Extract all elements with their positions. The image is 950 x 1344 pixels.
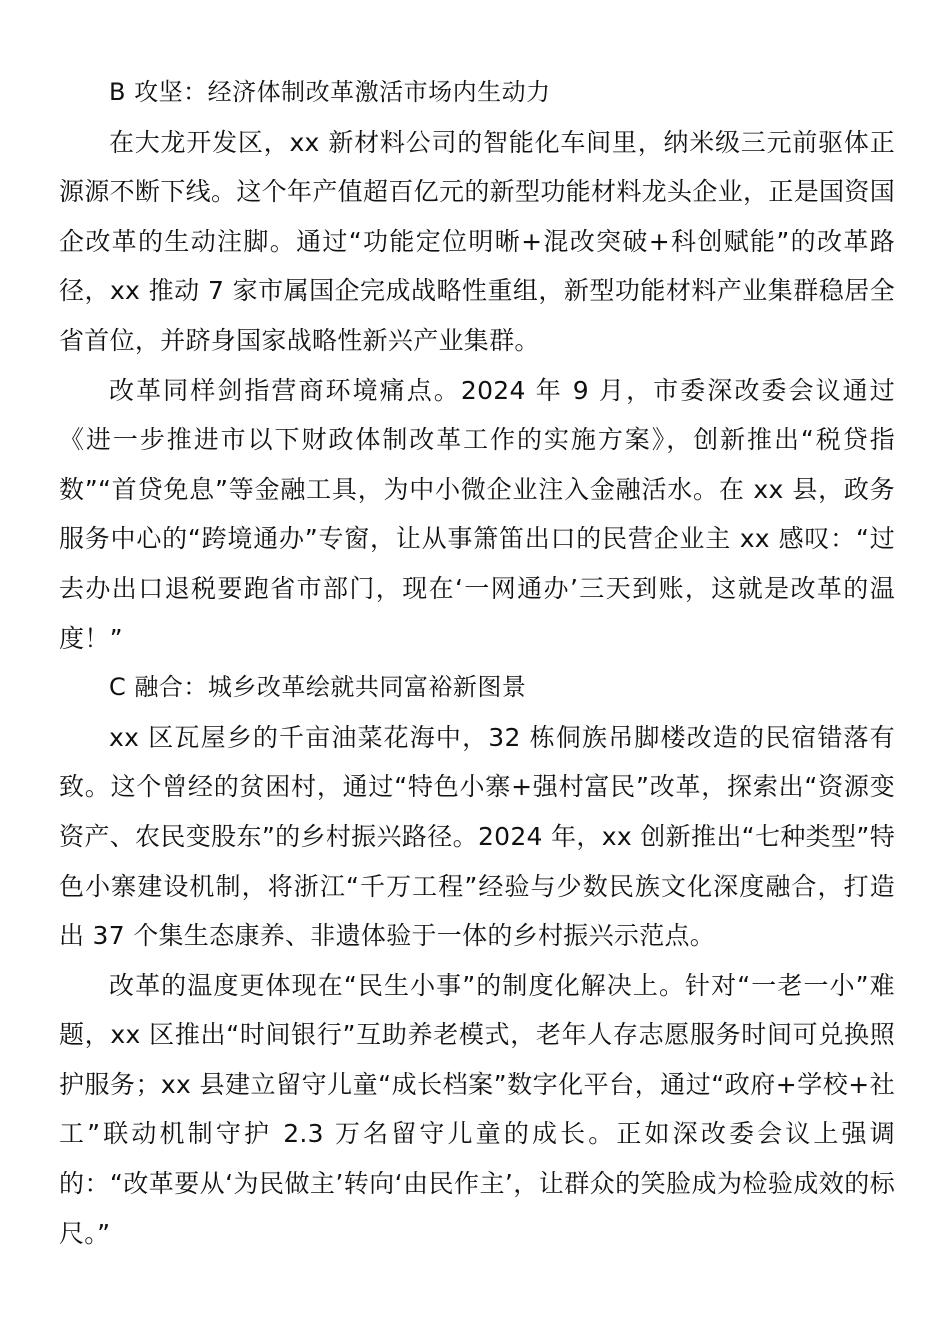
section-c-title: C 融合：城乡改革绘就共同富裕新图景	[109, 673, 527, 702]
section-c-paragraph-1: xx 区瓦屋乡的千亩油菜花海中，32 栋侗族吊脚楼改造的民宿错落有致。这个曾经的贫困村，通过“特色小寨+强村富民”改革，探索出“资源变资产、农民变股东”的乡村振兴路径。2024 年，xx 创新推出“七种类型”特色小寨建设机制，将浙江“千万工程”经验与少数民族文化深度融合，打造出 37 个集生态康养、非遗体验于一体的乡村振兴示范点。	[59, 722, 895, 951]
section-c-paragraph-2: 改革的温度更体现在“民生小事”的制度化解决上。针对“一老一小”难题，xx 区推出“时间银行”互助养老模式，老年人存志愿服务时间可兑换照护服务；xx 县建立留守儿童“成长档案”数字化平台，通过“政府+学校+社工”联动机制守护 2.3 万名留守儿童的成长。正如深改委会议上强调的：“改革要从‘为民做主’转向‘由民作主’，让群众的笑脸成为检验成效的标尺。”	[59, 970, 895, 1248]
section-b-paragraph-2: 改革同样剑指营商环境痛点。2024 年 9 月，市委深改委会议通过《进一步推进市以下财政体制改革工作的实施方案》，创新推出“税贷指数”“首贷免息”等金融工具，为中小微企业注入金融活水。在 xx 县，政务服务中心的“跨境通办”专窗，让从事箫笛出口的民营企业主 xx 感叹：“过去办出口退税要跑省市部门，现在‘一网通办’三天到账，这就是改革的温度！”	[59, 375, 895, 653]
document-page	[59, 68, 895, 1258]
section-b-paragraph-1: 在大龙开发区，xx 新材料公司的智能化车间里，纳米级三元前驱体正源源不断下线。这个年产值超百亿元的新型功能材料龙头企业，正是国资国企改革的生动注脚。通过“功能定位明晰+混改突破+科创赋能”的改革路径，xx 推动 7 家市属国企完成战略性重组，新型功能材料产业集群稳居全省首位，并跻身国家战略性新兴产业集群。	[59, 127, 895, 355]
section-b-title: B 攻坚：经济体制改革激活市场内生动力	[109, 78, 551, 106]
